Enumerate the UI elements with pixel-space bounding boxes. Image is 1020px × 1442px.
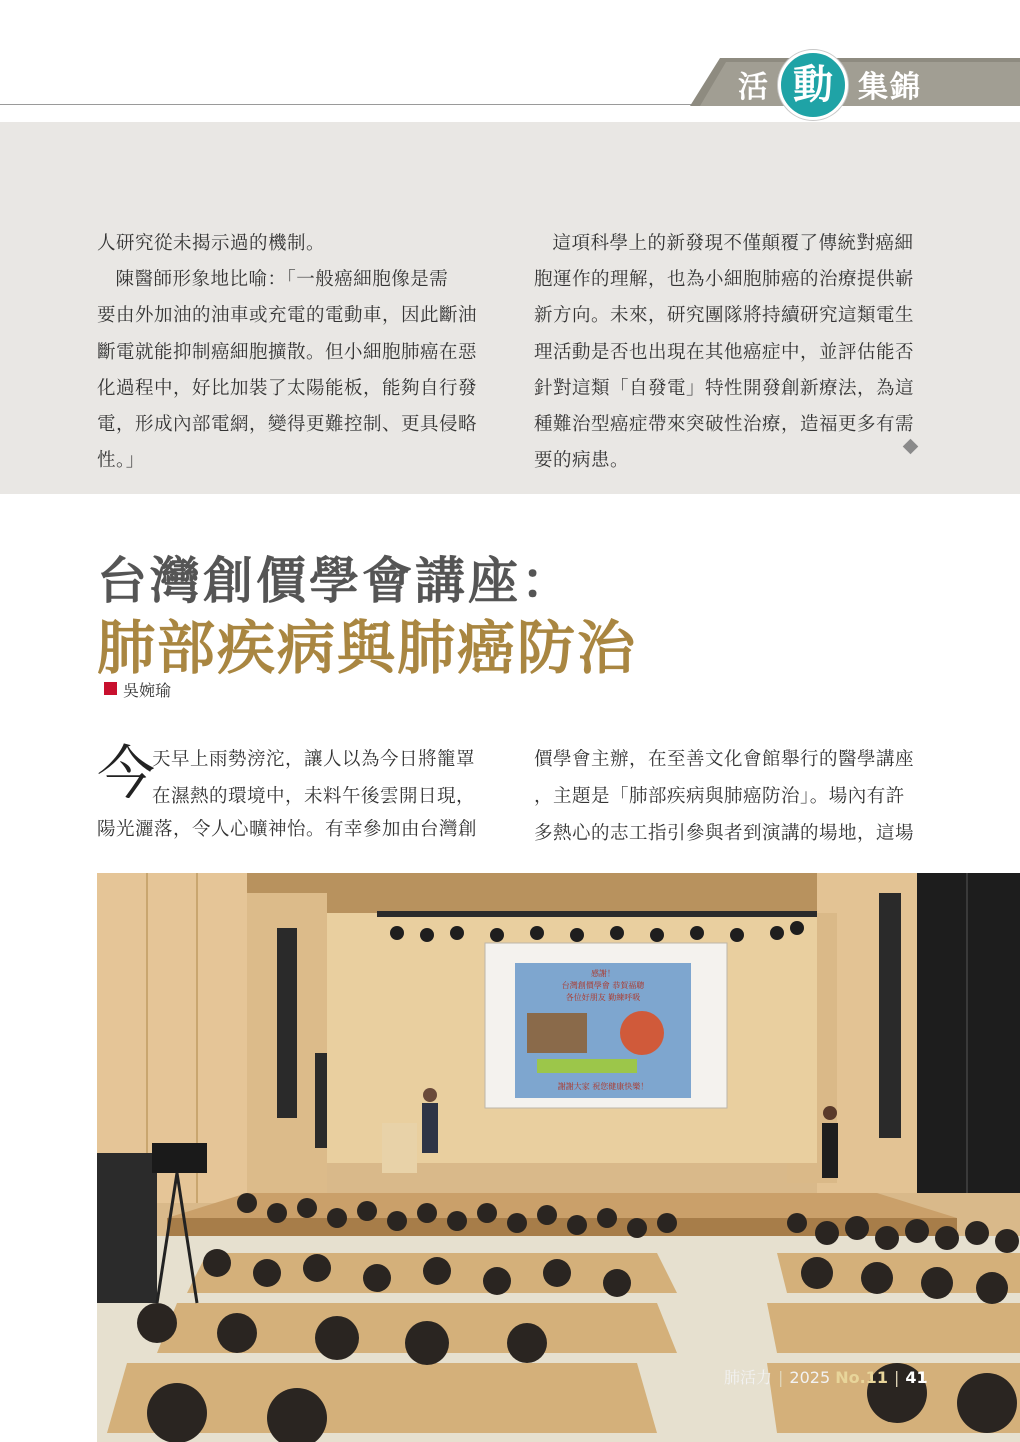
text-line: 種難治型癌症帶來突破性治療，造福更多有需 <box>534 414 915 436</box>
text-line: 化過程中，好比加裝了太陽能板，能夠自行發 <box>97 377 478 399</box>
text-line: 胞運作的理解，也為小細胞肺癌的治療提供嶄 <box>534 269 915 291</box>
lecture-hall-photo <box>97 873 1020 1442</box>
text-line: 在濕熱的環境中，未料午後雲開日現， <box>152 786 476 807</box>
article-title: 台灣創價學會講座： <box>97 552 574 610</box>
issue-number: No.11 <box>835 1368 888 1387</box>
text-line: 理活動是否也出現在其他癌症中，並評估能否 <box>534 341 915 363</box>
text-line: 要的病患。 <box>534 450 630 472</box>
body-col2 <box>534 741 914 852</box>
text-line: 斷電就能抑制癌細胞擴散。但小細胞肺癌在惡 <box>97 341 478 363</box>
text-line: 性。」 <box>97 450 145 472</box>
screen-text-4: 謝謝大家 祝您健康快樂！ <box>557 1082 649 1091</box>
section-label-circle: 動 <box>778 50 848 120</box>
previous-article-col2 <box>534 226 934 479</box>
text-line: 天早上雨勢滂沱，讓人以為今日將籠罩 <box>152 749 476 770</box>
author-name: 吳婉瑜 <box>123 681 172 700</box>
issue-year: 2025 <box>789 1368 831 1387</box>
screen-text-2: 台灣創價學會 恭賀福聰 <box>561 981 645 990</box>
drop-cap: 今 <box>97 739 156 807</box>
previous-article-col1 <box>97 226 497 479</box>
text-line: ，主題是「肺部疾病與肺癌防治」。場內有許 <box>534 786 905 807</box>
text-line: 這項科學上的新發現不僅顛覆了傳統對癌細 <box>552 233 914 254</box>
text-line: 新方向。未來，研究團隊將持續研究這類電生 <box>534 305 915 327</box>
footer-separator: | <box>778 1368 784 1387</box>
section-label-right: 集錦 <box>858 70 922 105</box>
text-line: 陽光灑落，令人心曠神怡。有幸參加由台灣創 <box>97 819 478 840</box>
text-line: 電，形成內部電網，變得更難控制、更具侵略 <box>97 414 478 436</box>
body-col1-top <box>152 741 475 815</box>
text-line: 多熱心的志工指引參與者到演講的場地，這場 <box>534 823 915 844</box>
magazine-name: 肺活力 <box>724 1368 773 1387</box>
page-number: 41 <box>905 1368 928 1387</box>
text-line: 陳醫師形象地比喻：「一般癌細胞像是需 <box>115 269 449 291</box>
text-line: 針對這類「自發電」特性開發創新療法，為這 <box>534 377 915 399</box>
text-line: 人研究從未揭示過的機制。 <box>97 233 326 254</box>
header-rule <box>0 104 720 105</box>
page-footer <box>724 1365 928 1388</box>
text-line: 價學會主辦，在至善文化會館舉行的醫學講座 <box>534 749 915 770</box>
screen-text-3: 各位好朋友 勤練呼吸 <box>565 993 641 1002</box>
text-line: 要由外加油的油車或充電的電動車，因此斷油 <box>97 305 478 327</box>
footer-separator: | <box>893 1368 900 1387</box>
article-subtitle: 肺部疾病與肺癌防治 <box>97 614 638 682</box>
screen-text-1: 感謝！ <box>591 969 615 978</box>
section-label-left: 活 <box>738 70 770 105</box>
lecture-hall-illustration <box>97 873 1020 1442</box>
body-col1-bottom <box>97 811 477 848</box>
author-bullet-icon <box>104 682 117 695</box>
